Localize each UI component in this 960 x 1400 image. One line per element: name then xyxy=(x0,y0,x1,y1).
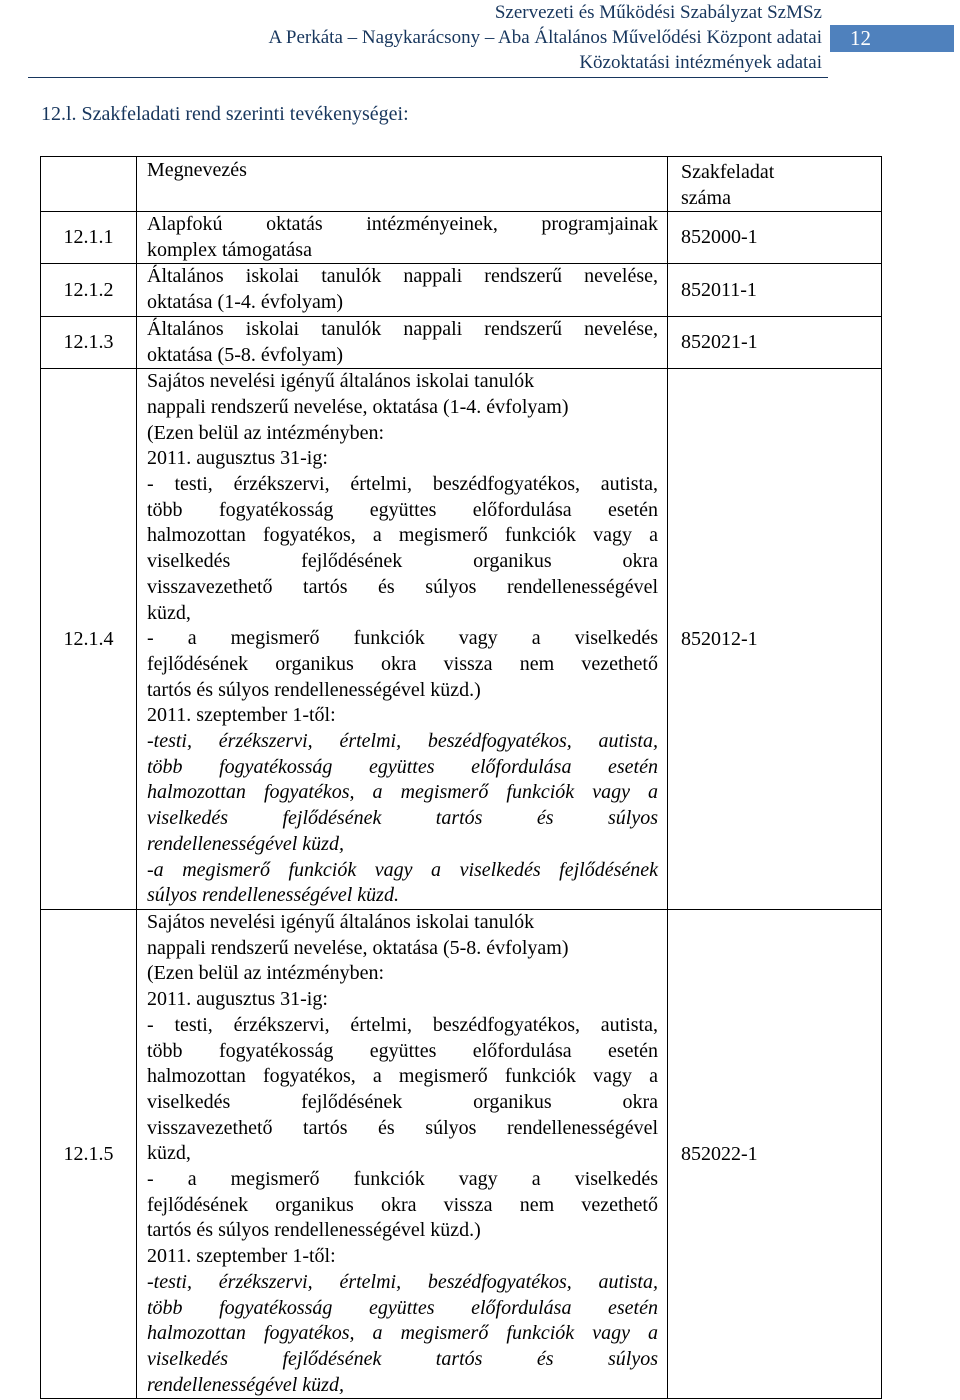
description-line: - testi, érzékszervi, értelmi, beszédfogyatékos, autista, xyxy=(147,473,658,496)
description-line: több fogyatékosság együttes előfordulása esetén xyxy=(147,1296,658,1319)
header-text xyxy=(269,0,823,75)
description-line: több fogyatékosság együttes előfordulása esetén xyxy=(147,755,658,778)
description-line: viselkedés fejlődésének tartós és súlyos xyxy=(147,1347,658,1370)
description-line: 2011. szeptember 1-től: xyxy=(147,1245,336,1268)
row-number: 12.1.2 xyxy=(41,264,137,316)
table-row xyxy=(41,369,882,910)
row-number: 12.1.1 xyxy=(41,212,137,264)
description-line: halmozottan fogyatékos, a megismerő funkciók vagy a xyxy=(147,1322,658,1345)
description-line: -testi, érzékszervi, értelmi, beszédfogyatékos, autista, xyxy=(147,1270,658,1293)
col-name-label: Megnevezés xyxy=(147,159,247,181)
description-line: 2011. augusztus 31-ig: xyxy=(147,447,328,470)
description-line: Sajátos nevelési igényű általános iskolai tanulók xyxy=(147,910,535,933)
row-code: 852022-1 xyxy=(668,909,882,1398)
name-header-cell xyxy=(137,157,668,212)
description-line: nappali rendszerű nevelése, oktatása (5-8. évfolyam) xyxy=(147,936,569,959)
row-code: 852021-1 xyxy=(668,316,882,368)
page-header xyxy=(0,0,960,80)
description-line: súlyos rendellenességével küzd. xyxy=(147,884,399,907)
description-line: több fogyatékosság együttes előfordulása esetén xyxy=(147,1039,658,1062)
description-line: - a megismerő funkciók vagy a viselkedés xyxy=(147,1168,658,1191)
description-line: több fogyatékosság együttes előfordulása esetén xyxy=(147,498,658,521)
col-code-label-2: száma xyxy=(681,187,731,209)
description-line: Általános iskolai tanulók nappali rendszerű nevelése, xyxy=(147,317,658,340)
code-header-cell xyxy=(668,157,882,212)
description-line: - a megismerő funkciók vagy a viselkedés xyxy=(147,627,658,650)
header-title: Szervezeti és Működési Szabályzat SzMSz xyxy=(494,2,822,23)
num-header-cell xyxy=(41,157,137,212)
description-line: nappali rendszerű nevelése, oktatása (1-4. évfolyam) xyxy=(147,395,569,418)
row-code: 852012-1 xyxy=(668,369,882,910)
description-line: küzd, xyxy=(147,1142,191,1165)
header-divider xyxy=(28,77,828,78)
description-line: rendellenességével küzd, xyxy=(147,832,344,855)
description-line: Sajátos nevelési igényű általános iskolai tanulók xyxy=(147,370,535,393)
description-line: (Ezen belül az intézményben: xyxy=(147,962,385,985)
description-line: rendellenességével küzd, xyxy=(147,1373,344,1396)
table-body xyxy=(41,212,882,1399)
description-line: fejlődésének organikus okra vissza nem vezethető xyxy=(147,652,658,675)
description-line: - testi, érzékszervi, értelmi, beszédfogyatékos, autista, xyxy=(147,1013,658,1036)
description-line: halmozottan fogyatékos, a megismerő funkciók vagy a xyxy=(147,1065,658,1088)
description-line: komplex támogatása xyxy=(147,238,312,261)
table-row xyxy=(41,909,882,1398)
description-line: tartós és súlyos rendellenességével küzd.) xyxy=(147,1219,481,1242)
row-description xyxy=(137,212,668,264)
description-line: oktatása (1-4. évfolyam) xyxy=(147,291,344,314)
table-row xyxy=(41,316,882,368)
row-code: 852000-1 xyxy=(668,212,882,264)
description-line: (Ezen belül az intézményben: xyxy=(147,421,385,444)
description-line: Alapfokú oktatás intézményeinek, programjainak xyxy=(147,213,658,235)
row-description xyxy=(137,316,668,368)
table-row xyxy=(41,264,882,316)
row-number: 12.1.5 xyxy=(41,909,137,1398)
section-title: 12.l. Szakfeladati rend szerinti tevékenységei: xyxy=(41,103,409,125)
row-description xyxy=(137,369,668,910)
description-line: -testi, érzékszervi, értelmi, beszédfogyatékos, autista, xyxy=(147,730,658,753)
description-line: -a megismerő funkciók vagy a viselkedés fejlődésének xyxy=(147,858,658,881)
description-line: viselkedés fejlődésének tartós és súlyos xyxy=(147,807,658,830)
description-line: halmozottan fogyatékos, a megismerő funkciók vagy a xyxy=(147,781,658,804)
description-line: visszavezethető tartós és súlyos rendellenességével xyxy=(147,575,658,598)
page-number: 12 xyxy=(830,25,954,52)
col-code-label-1: Szakfeladat xyxy=(681,161,775,183)
description-line: küzd, xyxy=(147,601,191,624)
header-section: Közoktatási intézmények adatai xyxy=(579,52,822,73)
description-line: halmozottan fogyatékos, a megismerő funkciók vagy a xyxy=(147,524,658,547)
description-line: viselkedés fejlődésének organikus okra xyxy=(147,550,658,573)
row-number: 12.1.3 xyxy=(41,316,137,368)
description-line: oktatása (5-8. évfolyam) xyxy=(147,343,344,366)
row-code: 852011-1 xyxy=(668,264,882,316)
row-description xyxy=(137,264,668,316)
activities-table xyxy=(40,156,882,1399)
table-row xyxy=(41,212,882,264)
description-line: tartós és súlyos rendellenességével küzd.) xyxy=(147,678,481,701)
table-header-row xyxy=(41,157,882,212)
description-line: 2011. augusztus 31-ig: xyxy=(147,988,328,1011)
description-line: Általános iskolai tanulók nappali rendszerű nevelése, xyxy=(147,265,658,288)
row-description xyxy=(137,909,668,1398)
description-line: visszavezethető tartós és súlyos rendellenességével xyxy=(147,1116,658,1139)
description-line: fejlődésének organikus okra vissza nem vezethető xyxy=(147,1193,658,1216)
header-subtitle: A Perkáta – Nagykarácsony – Aba Általános Művelődési Központ adatai xyxy=(268,27,822,48)
description-line: viselkedés fejlődésének organikus okra xyxy=(147,1090,658,1113)
description-line: 2011. szeptember 1-től: xyxy=(147,704,336,727)
row-number: 12.1.4 xyxy=(41,369,137,910)
